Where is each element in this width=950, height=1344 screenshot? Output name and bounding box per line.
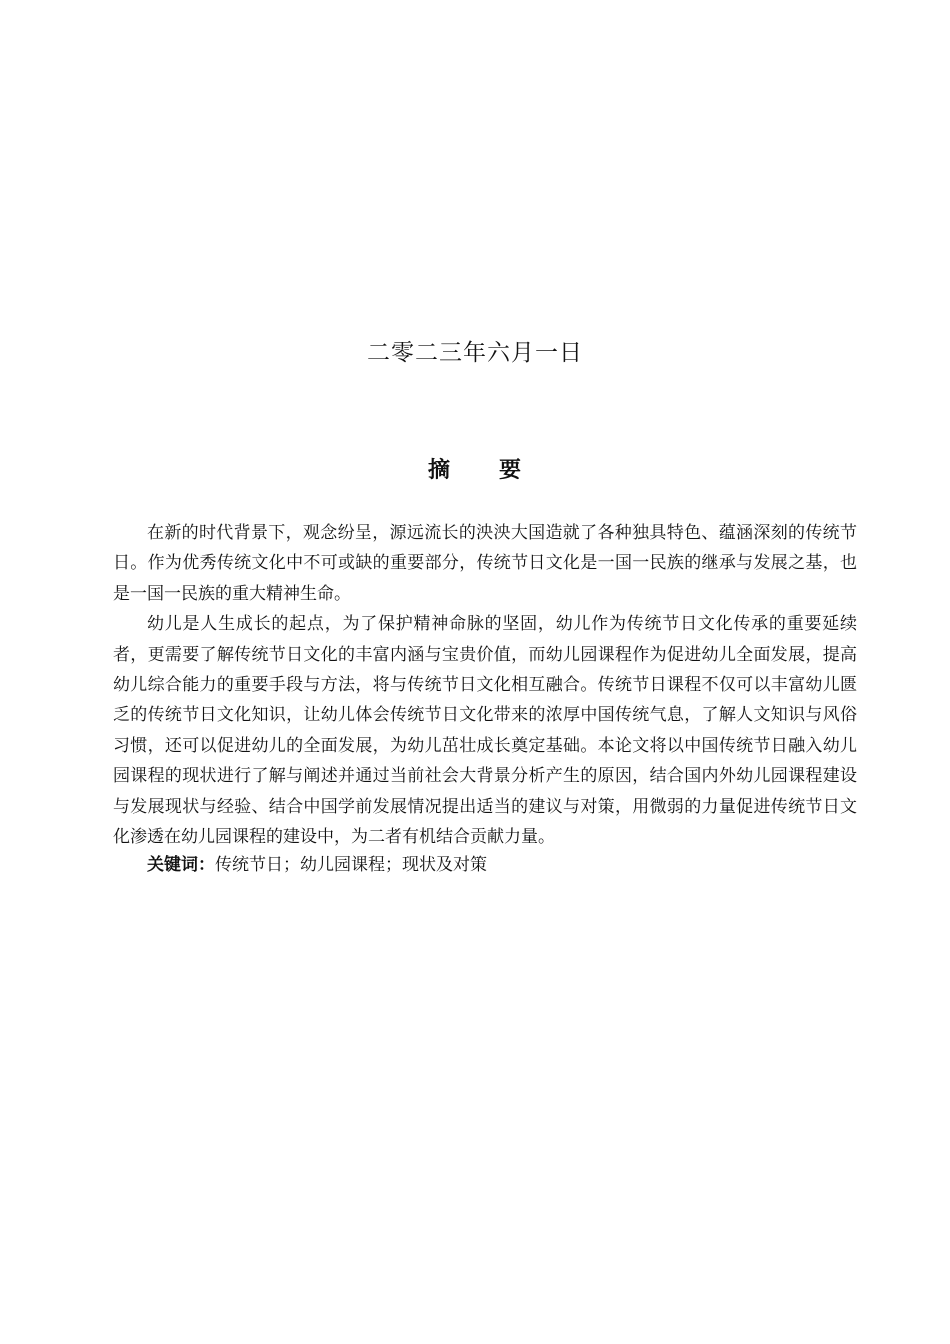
abstract-heading-char-1: 摘 <box>427 458 451 483</box>
submission-date: 二零二三年六月一日 <box>367 340 583 366</box>
keywords-line <box>113 852 857 878</box>
keywords-text: 传统节日；幼儿园课程；现状及对策 <box>215 855 487 876</box>
abstract-heading-char-2: 要 <box>499 458 523 483</box>
abstract-body <box>113 518 857 878</box>
abstract-paragraph: 在新的时代背景下，观念纷呈，源远流长的泱泱大国造就了各种独具特色、蕴涵深刻的传统节日。作为优秀传统文化中不可或缺的重要部分，传统节日文化是一国一民族的继承与发展之基，也是一国一民族的重大精神生命。 <box>113 523 857 604</box>
keywords-label: 关键词： <box>147 855 215 876</box>
abstract-paragraph: 幼儿是人生成长的起点，为了保护精神命脉的坚固，幼儿作为传统节日文化传承的重要延续者，更需要了解传统节日文化的丰富内涵与宝贵价值，而幼儿园课程作为促进幼儿全面发展，提高幼儿综合能力的重要手段与方法，将与传统节日文化相互融合。传统节日课程不仅可以丰富幼儿匮乏的传统节日文化知识，让幼儿体会传统节日文化带来的浓厚中国传统气息，了解人文知识与风俗习惯，还可以促进幼儿的全面发展，为幼儿茁壮成长奠定基础。本论文将以中国传统节日融入幼儿园课程的现状进行了解与阐述并通过当前社会大背景分析产生的原因，结合国内外幼儿园课程建设与发展现状与经验、结合中国学前发展情况提出适当的建议与对策，用微弱的力量促进传统节日文化渗透在幼儿园课程的建设中，为二者有机结合贡献力量。 <box>113 614 857 848</box>
abstract-heading <box>0 456 950 486</box>
